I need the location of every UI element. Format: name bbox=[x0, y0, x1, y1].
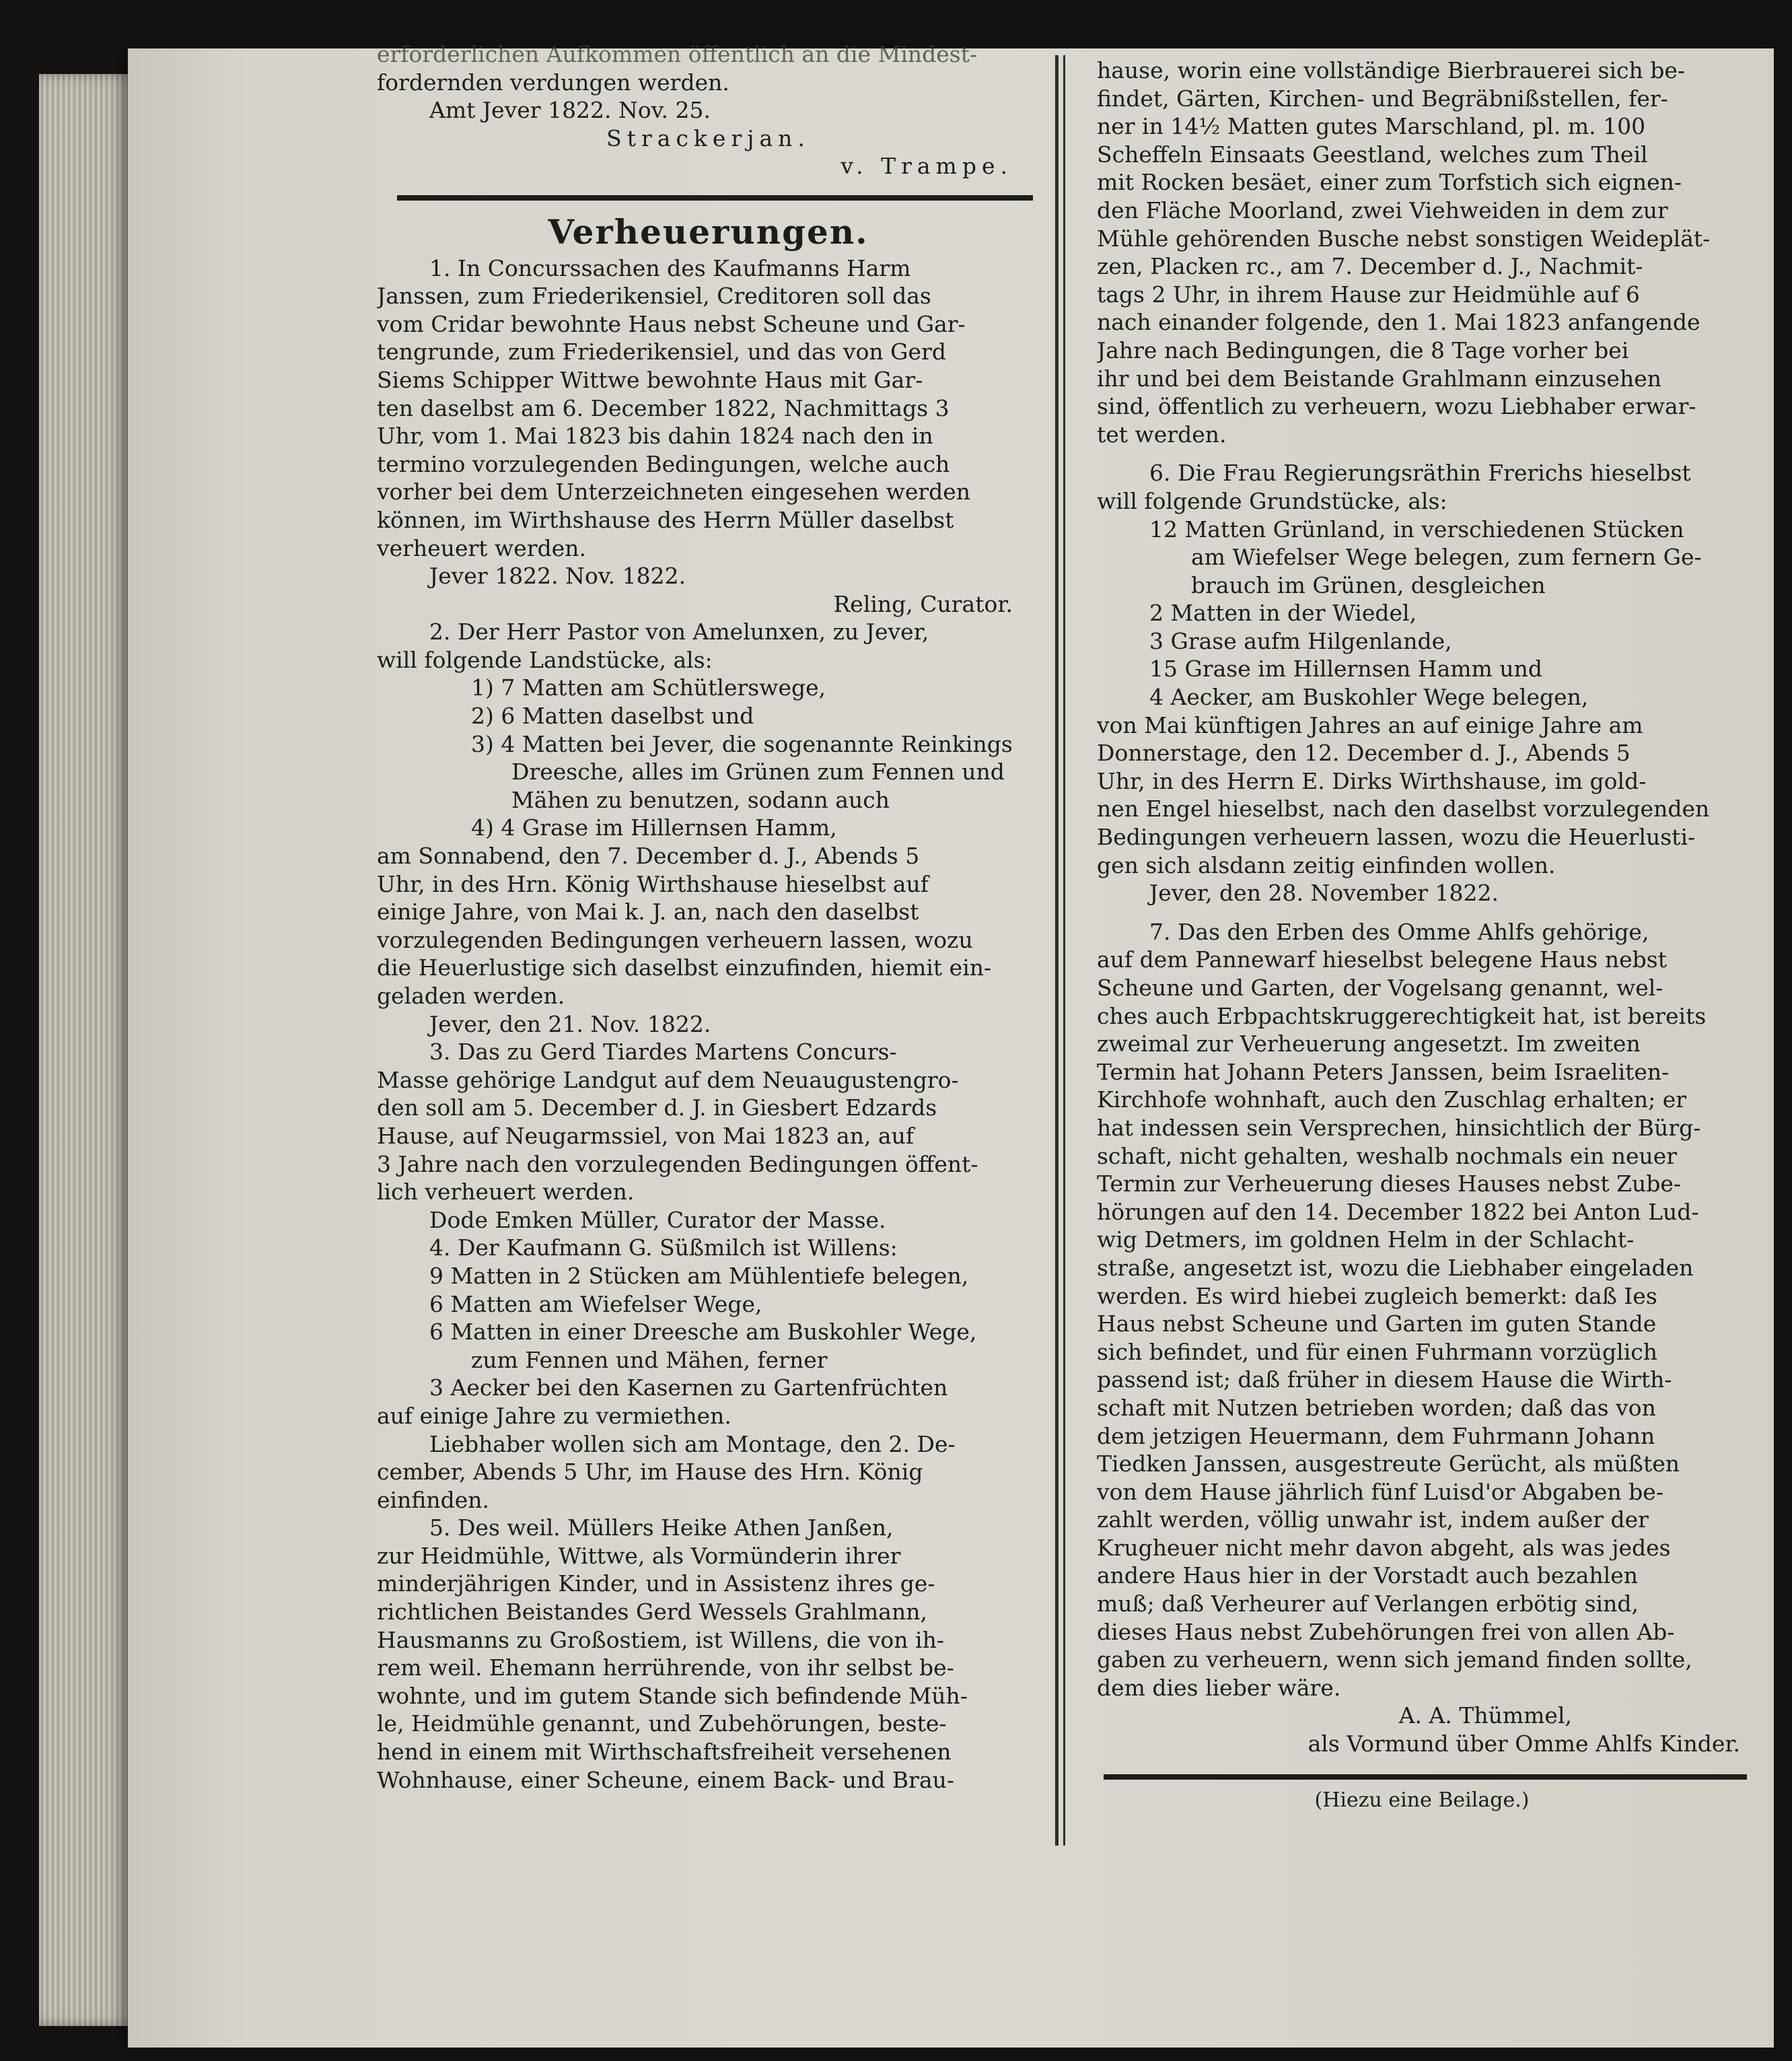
text-line: Uhr, in des Herrn E. Dirks Wirthshause, im gold- bbox=[1097, 767, 1647, 794]
text-line: den soll am 5. December d. J. in Giesbert Edzards bbox=[377, 1094, 937, 1121]
text-line: Janssen, zum Friederikensiel, Creditoren soll das bbox=[377, 283, 931, 310]
text-line: Tiedken Janssen, ausgestreute Gerücht, als müßten bbox=[1097, 1451, 1680, 1477]
notice-6-date: Jever, den 28. November 1822. bbox=[1149, 880, 1499, 907]
left-column bbox=[377, 40, 1040, 1794]
text-line: Scheffeln Einsaats Geestland, welches zum Theil bbox=[1097, 141, 1648, 168]
notice-6-items bbox=[1097, 516, 1747, 711]
text-line: brauch im Grünen, desgleichen bbox=[1191, 571, 1546, 598]
text-line: 15 Grase im Hillernsen Hamm und bbox=[1149, 656, 1542, 683]
text-line: 3) 4 Matten bei Jever, die sogenannte Reinkings bbox=[471, 730, 1013, 757]
text-line: Hause, auf Neugarmssiel, von Mai 1823 an, auf bbox=[377, 1122, 915, 1149]
text-line: zen, Placken rc., am 7. December d. J., Nachmit- bbox=[1097, 253, 1643, 280]
text-line: nach einander folgende, den 1. Mai 1823 anfangende bbox=[1097, 309, 1700, 336]
text-line: Masse gehörige Landgut auf dem Neuaugustengro- bbox=[377, 1066, 959, 1093]
text-line: Donnerstage, den 12. December d. J., Abends 5 bbox=[1097, 740, 1630, 767]
section-heading: Verheuerungen. bbox=[548, 211, 869, 252]
text-line: muß; daß Verheurer auf Verlangen erbötig sind, bbox=[1097, 1591, 1639, 1617]
text-line: 5. Des weil. Müllers Heike Athen Janßen, bbox=[429, 1514, 894, 1541]
text-line: schaft, nicht gehalten, weshalb nochmals ein neuer bbox=[1097, 1142, 1678, 1169]
text-line: tengrunde, zum Friederikensiel, und das von Gerd bbox=[377, 339, 946, 365]
text-line: Wohnhause, einer Scheune, einem Back- und Brau- bbox=[377, 1766, 955, 1793]
text-line: Mühle gehörenden Busche nebst sonstigen Weideplät- bbox=[1097, 225, 1711, 252]
preceding-notice-end bbox=[377, 40, 1040, 96]
text-line: 6 Matten am Wiefelser Wege, bbox=[429, 1290, 762, 1317]
text-line: Liebhaber wollen sich am Montage, den 2. De- bbox=[429, 1430, 956, 1457]
notice-5-continued bbox=[1097, 57, 1747, 448]
notice-6-body bbox=[1097, 711, 1747, 880]
text-line: wig Detmers, im goldnen Helm in der Schlacht- bbox=[1097, 1226, 1635, 1253]
text-line: verheuert werden. bbox=[377, 534, 586, 561]
text-line: am Sonnabend, den 7. December d. J., Abends 5 bbox=[377, 843, 920, 870]
text-line: dem dies lieber wäre. bbox=[1097, 1674, 1341, 1701]
column-divider bbox=[1055, 55, 1059, 1846]
text-line: rem weil. Ehemann herrührende, von ihr selbst be- bbox=[377, 1654, 954, 1681]
amt-date-line: Amt Jever 1822. Nov. 25. bbox=[429, 97, 711, 124]
text-line: gen sich alsdann zeitig einfinden wollen. bbox=[1097, 851, 1556, 878]
text-line: ner in 14½ Matten gutes Marschland, pl. m. 100 bbox=[1097, 113, 1646, 140]
text-line: hörungen auf den 14. December 1822 bei Anton Lud- bbox=[1097, 1198, 1699, 1225]
right-column bbox=[1097, 57, 1747, 1814]
text-line: straße, angesetzt ist, wozu die Liebhaber eingeladen bbox=[1097, 1254, 1694, 1281]
notice-2-date: Jever, den 21. Nov. 1822. bbox=[429, 1010, 711, 1037]
text-line: auf dem Pannewarf hieselbst belegene Haus nebst bbox=[1097, 946, 1667, 973]
text-line: sind, öffentlich zu verheuern, wozu Liebhaber erwar- bbox=[1097, 393, 1696, 420]
notice-4-body bbox=[377, 1402, 1040, 1514]
notice-1 bbox=[377, 254, 1040, 563]
text-line: 3 Aecker bei den Kasernen zu Gartenfrüchten bbox=[429, 1374, 948, 1401]
text-line: Dreesche, alles im Grünen zum Fennen und bbox=[511, 759, 1005, 785]
notice-7 bbox=[1097, 918, 1747, 1702]
page-edges bbox=[39, 74, 140, 2026]
text-line: vorher bei dem Unterzeichneten eingesehen werden bbox=[377, 479, 971, 505]
notice-6-intro bbox=[1097, 459, 1747, 515]
text-line: fordernden verdungen werden. bbox=[377, 69, 729, 96]
text-line: wohnte, und im gutem Stande sich befindende Müh- bbox=[377, 1682, 968, 1709]
text-line: den Fläche Moorland, zwei Viehweiden in dem zur bbox=[1097, 197, 1668, 223]
text-line: 12 Matten Grünland, in verschiedenen Stücken bbox=[1149, 516, 1684, 543]
text-line: sich befindet, und für einen Fuhrmann vorzüglich bbox=[1097, 1338, 1658, 1365]
text-line: einfinden. bbox=[377, 1486, 489, 1513]
text-line: zweimal zur Verheuerung angesetzt. Im zweiten bbox=[1097, 1030, 1641, 1057]
text-line: zum Fennen und Mähen, ferner bbox=[471, 1346, 828, 1373]
notice-3-signature: Dode Emken Müller, Curator der Masse. bbox=[429, 1206, 886, 1233]
text-line: 2) 6 Matten daselbst und bbox=[471, 703, 754, 730]
text-line: 3 Jahre nach den vorzulegenden Bedingungen öffent- bbox=[377, 1150, 978, 1177]
text-line: minderjährigen Kinder, und in Assistenz ihres ge- bbox=[377, 1570, 935, 1597]
text-line: Termin zur Verheuerung dieses Hauses nebst Zube- bbox=[1097, 1171, 1682, 1197]
text-line: zur Heidmühle, Wittwe, als Vormünderin ihrer bbox=[377, 1542, 901, 1569]
text-line: passend ist; daß früher in diesem Hause die Wirth- bbox=[1097, 1366, 1672, 1393]
text-line: 3 Grase aufm Hilgenlande, bbox=[1149, 627, 1452, 654]
text-line: 1) 7 Matten am Schütlerswege, bbox=[471, 674, 826, 701]
supplement-note: (Hiezu eine Beilage.) bbox=[1314, 1788, 1530, 1812]
text-line: werden. Es wird hiebei zugleich bemerkt: daß Ies bbox=[1097, 1282, 1657, 1309]
notice-2-body bbox=[377, 842, 1040, 1010]
text-line: Mähen zu benutzen, sodann auch bbox=[511, 786, 890, 813]
text-line: von dem Hause jährlich fünf Luisd'or Abgaben be- bbox=[1097, 1478, 1663, 1505]
notice-4-intro: 4. Der Kaufmann G. Süßmilch ist Willens: bbox=[429, 1234, 898, 1261]
text-line: ten daselbst am 6. December 1822, Nachmittags 3 bbox=[377, 394, 949, 421]
text-line: Kirchhofe wohnhaft, auch den Zuschlag erhalten; er bbox=[1097, 1086, 1687, 1113]
text-line: können, im Wirthshause des Herrn Müller daselbst bbox=[377, 506, 954, 533]
text-line: zahlt werden, völlig unwahr ist, indem außer der bbox=[1097, 1506, 1649, 1533]
text-line: 2. Der Herr Pastor von Amelunxen, zu Jever, bbox=[429, 619, 929, 645]
signature-trampe: v. Trampe. bbox=[840, 153, 1013, 180]
column-divider-thin bbox=[1063, 55, 1065, 1846]
notice-1-signature: Reling, Curator. bbox=[833, 590, 1013, 617]
text-line: schaft mit Nutzen betrieben worden; daß das von bbox=[1097, 1394, 1656, 1421]
text-line: mit Rocken besäet, einer zum Torfstich sich eignen- bbox=[1097, 169, 1682, 196]
text-line: le, Heidmühle genannt, und Zubehörungen, beste- bbox=[377, 1710, 947, 1737]
notice-7-signature: A. A. Thümmel, bbox=[1398, 1702, 1572, 1729]
text-line: Uhr, vom 1. Mai 1823 bis dahin 1824 nach den in bbox=[377, 423, 933, 450]
text-line: ihr und bei dem Beistande Grahlmann einzusehen bbox=[1097, 365, 1661, 392]
text-line: vorzulegenden Bedingungen verheuern lassen, wozu bbox=[377, 926, 973, 953]
text-line: hend in einem mit Wirthschaftsfreiheit versehenen bbox=[377, 1739, 952, 1766]
text-line: tags 2 Uhr, in ihrem Hause zur Heidmühle auf 6 bbox=[1097, 281, 1640, 308]
text-line: hat indessen sein Versprechen, hinsichtlich der Bürg- bbox=[1097, 1114, 1701, 1141]
text-line: termino vorzulegenden Bedingungen, welche auch bbox=[377, 450, 950, 477]
text-line: 2 Matten in der Wiedel, bbox=[1149, 600, 1417, 627]
text-line: 7. Das den Erben des Omme Ahlfs gehörige, bbox=[1149, 918, 1649, 945]
notice-1-date: Jever 1822. Nov. 1822. bbox=[429, 563, 686, 590]
text-line: auf einige Jahre zu vermiethen. bbox=[377, 1402, 731, 1429]
text-line: will folgende Grundstücke, als: bbox=[1097, 487, 1447, 514]
notice-2-intro bbox=[377, 618, 1040, 674]
text-line: Haus nebst Scheune und Garten im guten Stande bbox=[1097, 1311, 1657, 1337]
text-line: Uhr, in des Hrn. König Wirthshause hieselbst auf bbox=[377, 870, 929, 897]
text-line: vom Cridar bewohnte Haus nebst Scheune und Gar- bbox=[377, 310, 966, 337]
text-line: gaben zu verheuern, wenn sich jemand finden sollte, bbox=[1097, 1646, 1692, 1673]
text-line: geladen werden. bbox=[377, 983, 565, 1009]
text-line: Jahre nach Bedingungen, die 8 Tage vorher bei bbox=[1097, 337, 1629, 363]
text-line: nen Engel hieselbst, nach den daselbst vorzulegenden bbox=[1097, 796, 1710, 823]
closing-rule bbox=[1104, 1774, 1747, 1780]
notice-2-items bbox=[377, 674, 1040, 842]
text-line: ches auch Erbpachtskruggerechtigkeit hat, ist bereits bbox=[1097, 1002, 1707, 1029]
text-line: erforderlichen Aufkommen öffentlich an die Mindest- bbox=[377, 41, 978, 67]
text-line: von Mai künftigen Jahres an auf einige Jahre am bbox=[1097, 711, 1643, 738]
notice-4-items bbox=[377, 1262, 1040, 1402]
text-line: Termin hat Johann Peters Janssen, beim Israeliten- bbox=[1097, 1058, 1670, 1085]
section-rule bbox=[397, 195, 1033, 201]
text-line: tet werden. bbox=[1097, 421, 1227, 448]
text-line: 6 Matten in einer Dreesche am Buskohler Wege, bbox=[429, 1319, 977, 1346]
text-line: dieses Haus nebst Zubehörungen frei von allen Ab- bbox=[1097, 1618, 1675, 1645]
text-line: hause, worin eine vollständige Bierbrauerei sich be- bbox=[1097, 57, 1686, 83]
text-line: Krugheuer nicht mehr davon abgeht, als was jedes bbox=[1097, 1534, 1671, 1561]
text-line: 1. In Concurssachen des Kaufmanns Harm bbox=[429, 254, 911, 281]
text-line: 4) 4 Grase im Hillernsen Hamm, bbox=[471, 814, 837, 841]
text-line: Scheune und Garten, der Vogelsang genannt, wel- bbox=[1097, 975, 1663, 1001]
text-line: die Heuerlustige sich daselbst einzufinden, hiemit ein- bbox=[377, 954, 992, 981]
text-line: lich verheuert werden. bbox=[377, 1179, 635, 1206]
text-line: 6. Die Frau Regierungsräthin Frerichs hieselbst bbox=[1149, 460, 1691, 487]
text-line: will folgende Landstücke, als: bbox=[377, 646, 713, 673]
text-line: 4 Aecker, am Buskohler Wege belegen, bbox=[1149, 684, 1589, 711]
text-line: einige Jahre, von Mai k. J. an, nach den daselbst bbox=[377, 899, 919, 925]
text-line: 9 Matten in 2 Stücken am Mühlentiefe belegen, bbox=[429, 1262, 969, 1289]
text-line: findet, Gärten, Kirchen- und Begräbnißstellen, fer- bbox=[1097, 85, 1668, 112]
text-line: andere Haus hier in der Vorstadt auch bezahlen bbox=[1097, 1562, 1638, 1589]
notice-7-signature-role: als Vormund über Omme Ahlfs Kinder. bbox=[1307, 1731, 1740, 1757]
notice-3 bbox=[377, 1038, 1040, 1206]
text-line: 3. Das zu Gerd Tiardes Martens Concurs- bbox=[429, 1039, 897, 1066]
text-line: Bedingungen verheuern lassen, wozu die Heuerlusti- bbox=[1097, 824, 1696, 851]
notice-5 bbox=[377, 1514, 1040, 1794]
signature-strackerjan: Strackerjan. bbox=[606, 125, 810, 151]
text-line: Siems Schipper Wittwe bewohnte Haus mit Gar- bbox=[377, 366, 923, 393]
text-line: Hausmanns zu Großostiem, ist Willens, die von ih- bbox=[377, 1626, 944, 1653]
text-line: am Wiefelser Wege belegen, zum fernern Ge- bbox=[1191, 544, 1702, 571]
text-line: dem jetzigen Heuermann, dem Fuhrmann Johann bbox=[1097, 1422, 1655, 1449]
text-line: richtlichen Beistandes Gerd Wessels Grahlmann, bbox=[377, 1599, 927, 1626]
text-line: cember, Abends 5 Uhr, im Hause des Hrn. König bbox=[377, 1459, 923, 1486]
